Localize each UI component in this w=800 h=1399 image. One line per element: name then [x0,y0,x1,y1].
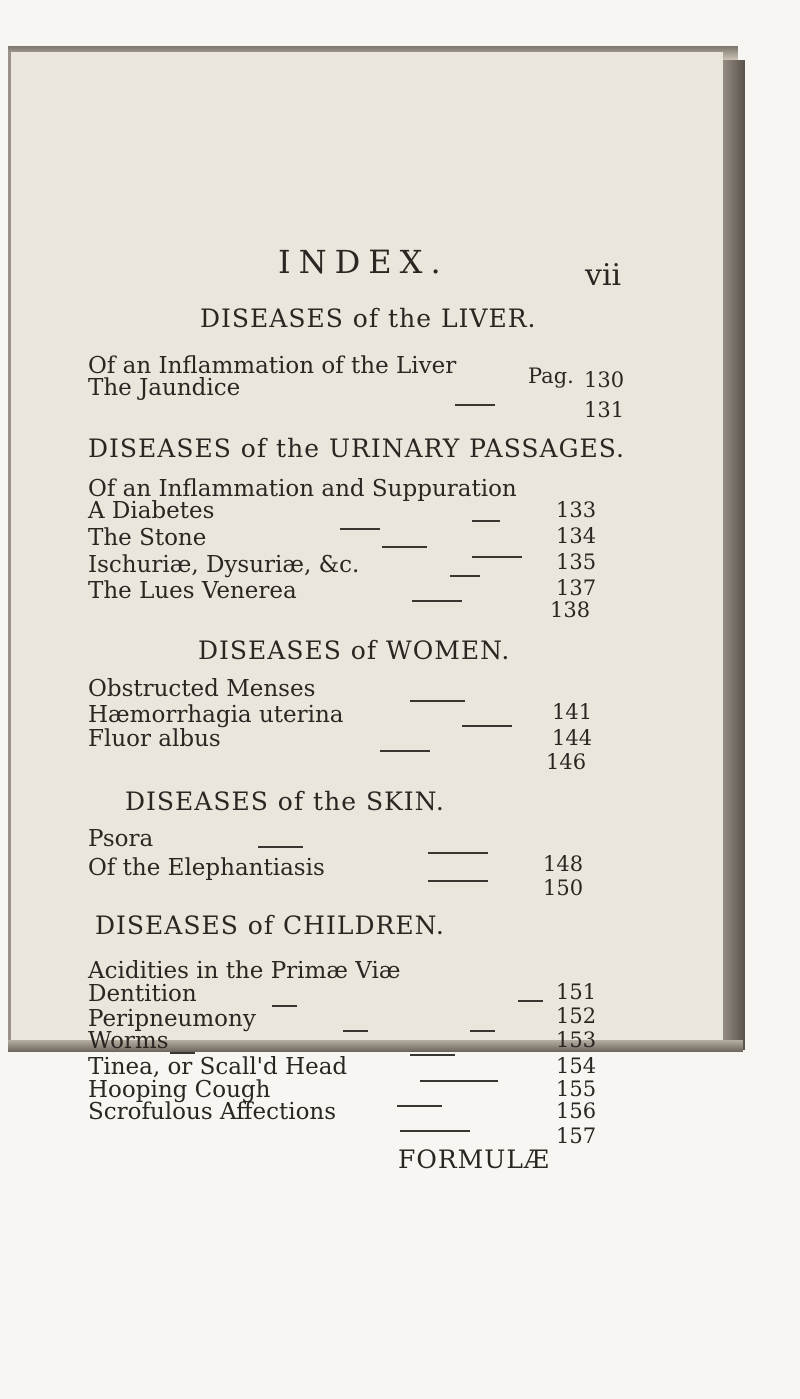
page-ref: 144 [552,726,593,750]
index-entry: Psora [88,826,154,852]
leader-dash [258,846,303,848]
page-ref: 157 [556,1124,597,1148]
index-entry: Worms [88,1028,169,1054]
leader-dash [462,725,512,727]
page-ref: 138 [550,598,591,622]
page-ref: 134 [556,524,597,548]
leader-dash [382,546,427,548]
section-heading-children: DISEASES of CHILDREN. [95,911,445,940]
page-ref: 137 [556,576,597,600]
index-entry: Of the Elephantiasis [88,855,325,881]
index-entry: Scrofulous Affections [88,1099,337,1125]
index-entry: Ischuriæ, Dysuriæ, &c. [88,552,360,578]
index-entry: The Stone [88,525,207,551]
leader-dash [340,528,380,530]
page-ref: 131 [584,398,625,422]
index-entry: The Jaundice [88,375,241,401]
leader-dash [472,556,522,558]
leader-dash [470,1030,495,1032]
index-entry: Hæmorrhagia uterina [88,702,344,728]
leader-dash [455,404,495,406]
running-head: INDEX. [278,243,449,281]
index-entry: Of an Inflammation and Suppuration [88,476,517,502]
leader-dash [343,1030,368,1032]
page-ref: 130 [584,368,625,392]
leader-dash [380,750,430,752]
page-ref: 154 [556,1054,597,1078]
index-entry: Hooping Cough [88,1077,271,1103]
page-number: vii [585,258,622,293]
pag-label: Pag. [528,364,574,388]
leader-dash [412,600,462,602]
page-ref: 148 [543,852,584,876]
section-heading-liver: DISEASES of the LIVER. [200,304,537,333]
page-ref: 133 [556,498,597,522]
page-ref: 151 [556,980,597,1004]
index-entry: The Lues Venerea [88,578,297,604]
leader-dash [428,880,488,882]
leader-dash [170,1052,195,1054]
page-ref: 135 [556,550,597,574]
page-ref: 146 [546,750,587,774]
section-heading-women: DISEASES of WOMEN. [198,636,511,665]
index-entry: A Diabetes [88,498,215,524]
index-entry: Obstructed Menses [88,676,316,702]
leader-dash [400,1130,470,1132]
leader-dash [397,1105,442,1107]
index-entry: Peripneumony [88,1006,256,1032]
leader-dash [518,1000,543,1002]
page-ref: 156 [556,1099,597,1123]
section-heading-urinary: DISEASES of the URINARY PASSAGES. [88,434,625,463]
leader-dash [420,1080,498,1082]
index-entry: Of an Inflammation of the Liver [88,353,457,379]
catchword: FORMULÆ [398,1145,550,1174]
page-ref: 155 [556,1077,597,1101]
page-ref: 153 [556,1028,597,1052]
leader-dash [272,1005,297,1007]
section-heading-skin: DISEASES of the SKIN. [125,787,445,816]
index-entry: Dentition [88,981,197,1007]
leader-dash [428,852,488,854]
leader-dash [410,700,465,702]
page-ref: 150 [543,876,584,900]
index-entry: Fluor albus [88,726,221,752]
page-ref: 141 [552,700,593,724]
page-ref: 152 [556,1004,597,1028]
index-entry: Tinea, or Scall'd Head [88,1054,348,1080]
leader-dash [450,575,480,577]
leader-dash [472,520,500,522]
index-entry: Acidities in the Primæ Viæ [88,958,401,984]
leader-dash [410,1054,455,1056]
